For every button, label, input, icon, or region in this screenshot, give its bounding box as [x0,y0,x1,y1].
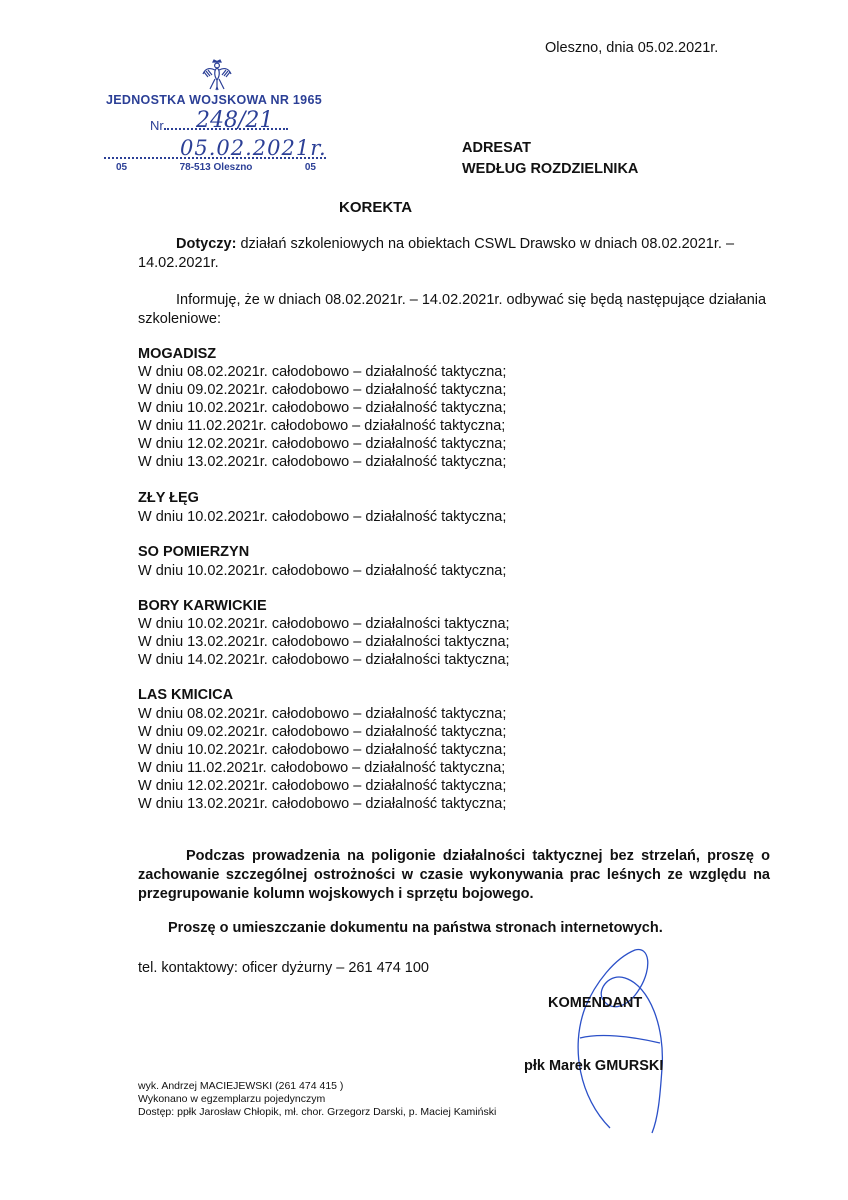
section-lines [138,508,506,526]
intro-paragraph: Informuję, że w dniach 08.02.2021r. – 14.02.2021r. odbywać się będą następujące działania szkoleniowe: [138,292,767,327]
list-item: W dniu 10.02.2021r. całodobowo – działalność taktyczna; [138,742,507,758]
list-item: W dniu 13.02.2021r. całodobowo – działalność taktyczna; [138,796,507,812]
commander-role: KOMENDANT [548,995,643,1011]
section-title: SO POMIERZYN [138,544,250,560]
unit-name: JEDNOSTKA WOJSKOWA NR 1965 [106,93,322,107]
addressee-line2: WEDŁUG ROZDZIELNIKA [462,161,639,177]
list-item: W dniu 09.02.2021r. całodobowo – działalność taktyczna; [138,724,507,740]
section-title: LAS KMICICA [138,687,234,703]
nr-label: Nr [150,118,164,133]
date-handwritten: 05.02.2021r. [180,136,327,160]
notice-paragraph: Podczas prowadzenia na poligonie działalności taktycznej bez strzelań, proszę o zachowanie szczególnej ostrożności w czasie wykonywania prac leśnych ze względu na przegrupowanie kolumn wojskowych i sprzętu bojowego. [138,848,770,902]
date-dotted-line [104,157,326,159]
contact-phone: tel. kontaktowy: oficer dyżurny – 261 474 100 [138,960,429,976]
section-lines [138,562,506,580]
section-lines [138,615,510,669]
list-item: W dniu 12.02.2021r. całodobowo – działalność taktyczna; [138,778,507,794]
list-item: W dniu 12.02.2021r. całodobowo – działalność taktyczna; [138,436,507,452]
footer-notes [138,1080,496,1119]
list-item: W dniu 14.02.2021r. całodobowo – działalności taktyczna; [138,652,510,668]
list-item: W dniu 10.02.2021r. całodobowo – działalność taktyczna; [138,400,507,416]
list-item: W dniu 08.02.2021r. całodobowo – działalność taktyczna; [138,706,507,722]
list-item: W dniu 09.02.2021r. całodobowo – działalność taktyczna; [138,382,507,398]
section-title: ZŁY ŁĘG [138,490,199,506]
commander-name: płk Marek GMURSKI [524,1058,664,1074]
stamp-code-left: 05 [116,162,128,173]
subject-paragraph [138,235,770,273]
nr-handwritten: 248/21 [196,108,274,133]
addressee-line1: ADRESAT [462,140,532,156]
document-title: KOREKTA [339,199,413,216]
list-item: W dniu 08.02.2021r. całodobowo – działalność taktyczna; [138,364,507,380]
section-lines [138,705,506,813]
subject-text: działań szkoleniowych na obiektach CSWL Drawsko w dniach 08.02.2021r. – 14.02.2021r. [138,236,735,271]
footer-copies: Wykonano w egzemplarzu pojedynczym [138,1093,326,1105]
list-item: W dniu 11.02.2021r. całodobowo – działalność taktyczna; [138,418,506,434]
section-title: MOGADISZ [138,346,217,362]
section-title: BORY KARWICKIE [138,598,267,614]
handwritten-signature [540,938,700,1138]
subject-label: Dotyczy: [176,236,237,252]
section-lines [138,363,506,471]
list-item: W dniu 10.02.2021r. całodobowo – działalność taktyczna; [138,509,507,525]
list-item: W dniu 13.02.2021r. całodobowo – działalność taktyczna; [138,454,507,470]
list-item: W dniu 13.02.2021r. całodobowo – działalności taktyczna; [138,634,510,650]
stamp-code-right: 05 [304,162,316,173]
eagle-emblem-icon [200,58,234,92]
addressee [462,138,638,180]
footer-author: wyk. Andrzej MACIEJEWSKI (261 474 415 ) [138,1080,344,1092]
stamp-address: 78-513 Oleszno [179,162,253,173]
list-item: W dniu 11.02.2021r. całodobowo – działalność taktyczna; [138,760,506,776]
footer-access: Dostęp: ppłk Jarosław Chłopik, mł. chor. Grzegorz Darski, p. Maciej Kamiński [138,1106,497,1118]
list-item: W dniu 10.02.2021r. całodobowo – działalności taktyczna; [138,616,510,632]
list-item: W dniu 10.02.2021r. całodobowo – działalność taktyczna; [138,563,507,579]
stamp-address-row [116,162,316,173]
place-date: Oleszno, dnia 05.02.2021r. [545,40,719,56]
request-paragraph: Proszę o umieszczanie dokumentu na państwa stronach internetowych. [168,920,663,936]
